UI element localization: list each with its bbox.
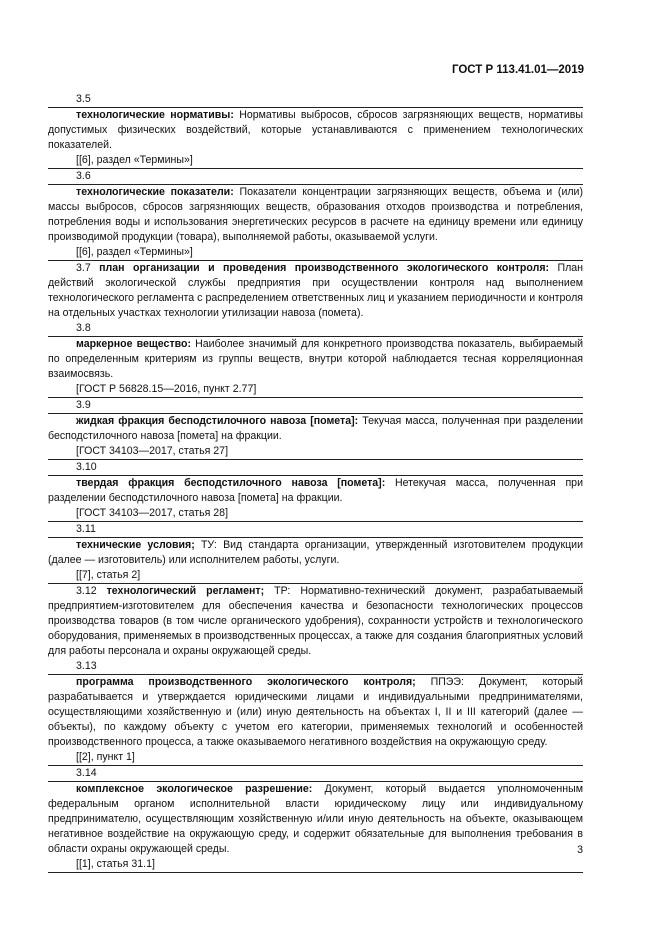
term-text: ППЭЭ: Документ, который разрабатывается и утверждается юридическими лицами и индивидуальными предпринимателями, осуществляющими хозяйственную и (или) иную деятельность на объектах I, II и III категорий (далее — объекты), по каждому объекту с учетом его категории, применяемых технологий и особенностей производственного процесса, а также оказываемого негативного воздействия на окружающую среду. [48,676,583,748]
entry-number: 3.6 [76,170,91,182]
term-name: маркерное вещество: [76,338,192,350]
term-text: Документ, который выдается уполномоченным федеральным органом исполнительной власти юридическому лицу или индивидуальному предпринимателю, осуществляющим хозяйственную и/или иную деятельность на объекте, оказывающем негативное воздействие на окружающую среду, и содержит обязательные для выполнения требования в области охраны окружающей среды. [48,783,583,855]
entry-number: 3.13 [76,660,97,672]
term-name: программа производственного экологического контроля; [76,676,416,688]
entry-number: 3.14 [76,767,97,779]
term-definition [48,584,583,659]
term-text: Нормативы выбросов, сбросов загрязняющих веществ, нормативы допустимых физических воздействий, которые устанавливаются с применением технологических показателей. [48,109,583,151]
page-number: 3 [577,844,583,856]
term-box [48,184,583,261]
term-name: твердая фракция бесподстилочного навоза [помета]: [76,477,386,489]
term-box [48,413,583,460]
term-reference: [[1], статья 31.1] [76,858,155,870]
term-name: технологические нормативы: [76,109,234,121]
entry-number: 3.12 [76,585,97,597]
term-box [48,336,583,398]
term-text: ТУ: Вид стандарта организации, утвержденный изготовителем продукции (далее — изготовитель) или исполнителем работы, услуги. [48,539,583,566]
term-box [48,537,583,584]
document-header: ГОСТ Р 113.41.01—2019 [451,64,584,76]
entry-number: 3.9 [76,399,91,411]
term-reference: [ГОСТ Р 56828.15—2016, пункт 2.77] [76,383,257,395]
term-definition [48,538,583,568]
term-name: технологический регламент; [106,585,265,597]
term-name: технологические показатели: [76,186,234,198]
term-text: Текучая масса, полученная при разделении бесподстилочного навоза [помета] на фракции. [48,415,584,442]
entry-number: 3.7 [76,262,91,274]
term-reference: [ГОСТ 34103—2017, статья 27] [76,445,229,457]
term-box [48,475,583,522]
entry-number: 3.5 [76,93,91,105]
term-reference: [[6], раздел «Термины»] [76,246,193,258]
term-name: технические условия; [76,539,195,551]
term-name: план организации и проведения производственного экологического контроля: [99,262,550,274]
term-name: комплексное экологическое разрешение: [76,783,313,795]
term-box [48,674,583,766]
term-definition [48,414,583,444]
term-reference: [[6], раздел «Термины»] [76,154,193,166]
term-definition [48,476,583,506]
entry-number: 3.8 [76,322,91,334]
term-box [48,107,583,169]
term-definition [48,782,583,857]
term-box [48,781,583,873]
term-text: Нетекучая масса, полученная при разделении бесподстилочного навоза [помета] на фракции. [48,477,583,504]
term-text: Наиболее значимый для конкретного производства показатель, выбираемый по определенным критериям из группы веществ, внутри которой наблюдается тесная корреляционная взаимосвязь. [48,338,583,380]
term-definition [48,337,583,382]
term-name: жидкая фракция бесподстилочного навоза [помета]: [76,415,359,427]
term-definition [48,675,583,750]
term-definition [48,261,583,321]
term-text: ТР: Нормативно-технический документ, разрабатываемый предприятием-изготовителем для обеспечения качества и безопасности технологических процессов производства товаров (в том числе органического удобрения), сохранности устройств и технологического оборудования, применяемых в производственных процессах, а также для создания благоприятных условий для работы персонала и охраны окружающей среды. [48,585,583,657]
terms-section [48,92,583,873]
term-text: План действий экологической службы предприятия при осуществлении контроля над выполнением технологического регламента с распределением ответственных лиц и указанием периодичности и контроля на отдельных участках технологии утилизации навоза (помета). [48,262,583,319]
term-reference: [[2], пункт 1] [76,751,135,763]
entry-number: 3.10 [76,461,97,473]
term-reference: [ГОСТ 34103—2017, статья 28] [76,507,229,519]
entry-number: 3.11 [76,523,96,535]
term-reference: [[7], статья 2] [76,569,141,581]
term-definition [48,108,583,153]
term-text: Показатели концентрации загрязняющих веществ, объема и (или) массы выбросов, сбросов загрязняющих веществ, образования отходов производства и потребления, потребления воды и использования энергетических ресурсов в расчете на единицу времени или единицу производимой продукции (товара), выполняемой работы, оказываемой услуги. [48,186,583,243]
term-definition [48,185,583,245]
